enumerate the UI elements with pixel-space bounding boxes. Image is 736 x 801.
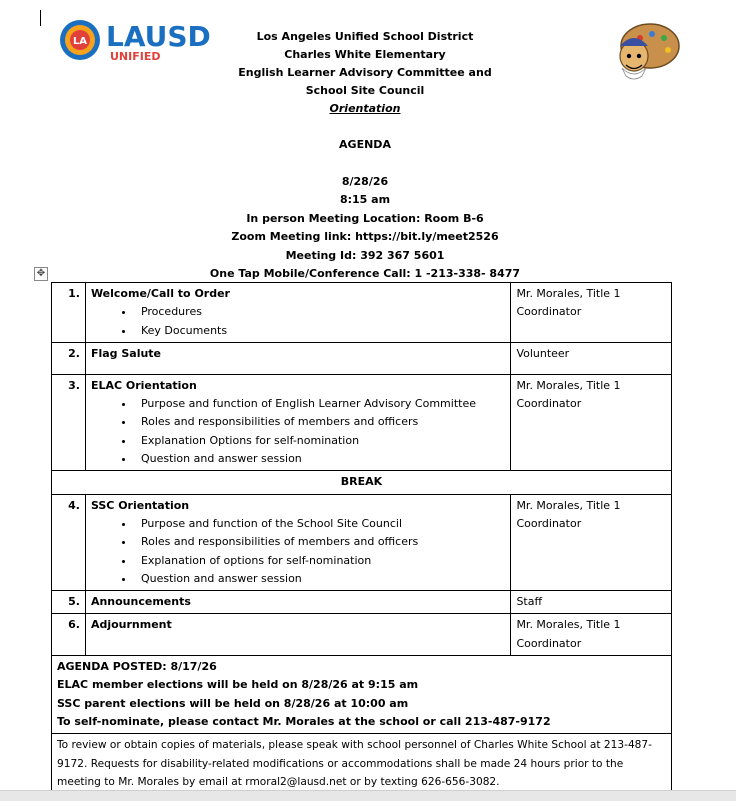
- list-item: • Roles and responsibilities of members and officers: [135, 533, 506, 551]
- item-presenter: Mr. Morales, Title 1 Coordinator: [511, 494, 672, 590]
- orientation-title: Orientation: [329, 102, 401, 115]
- item-presenter: Mr. Morales, Title 1 Coordinator: [511, 614, 672, 656]
- agenda-row: [52, 494, 672, 590]
- district-name: Los Angeles Unified School District: [256, 30, 474, 43]
- accommodations-note: To review or obtain copies of materials, please speak with school personnel of Charles White School at 213-487-9172. Requests for disability-related modifications or accommodations shall be made 24 hours prior to the meeting to Mr. Morales by email at rmoral2@lausd.net or by texting 626-656-3082.: [52, 734, 672, 794]
- council-name: School Site Council: [305, 84, 425, 97]
- list-item: • Purpose and function of English Learner Advisory Committee: [135, 395, 506, 413]
- list-item: • Procedures: [135, 303, 506, 321]
- break-label: BREAK: [52, 471, 672, 494]
- document-header: [200, 28, 530, 118]
- agenda-row: [52, 374, 672, 470]
- agenda-row: [52, 283, 672, 343]
- item-presenter: Mr. Morales, Title 1 Coordinator: [511, 374, 672, 470]
- item-title: Adjournment: [90, 618, 172, 632]
- item-title: Welcome/Call to Order: [90, 287, 230, 300]
- agenda-table: [51, 282, 672, 794]
- logo-seal-text: LA: [72, 36, 88, 47]
- list-item: • Explanation Options for self-nomination: [135, 432, 506, 450]
- item-presenter: Volunteer: [511, 342, 672, 374]
- item-number: 4.: [52, 494, 86, 590]
- page-bottom-bar: [0, 790, 736, 801]
- school-name: Charles White Elementary: [284, 48, 446, 61]
- item-number: 3.: [52, 374, 86, 470]
- list-item: • Purpose and function of the School Site Council: [135, 515, 506, 533]
- agenda-label: AGENDA: [339, 138, 391, 151]
- item-title: Announcements: [90, 595, 191, 609]
- list-item: • Key Documents: [135, 322, 506, 340]
- committee-name: English Learner Advisory Committee and: [238, 66, 492, 79]
- text-cursor: [40, 10, 41, 26]
- item-number: 5.: [52, 591, 86, 614]
- item-title: Flag Salute: [90, 346, 162, 360]
- agenda-posted: AGENDA POSTED: 8/17/26: [57, 660, 217, 674]
- zoom-link[interactable]: Zoom Meeting link: https://bit.ly/meet2526: [231, 230, 499, 243]
- posted-row: [52, 656, 672, 734]
- item-title: SSC Orientation: [90, 498, 190, 512]
- table-move-handle-icon[interactable]: ✥: [34, 267, 48, 281]
- logo-sub-text: UNIFIED: [110, 50, 161, 63]
- break-row: [52, 471, 672, 494]
- item-presenter: Mr. Morales, Title 1 Coordinator: [511, 283, 672, 343]
- note-row: [52, 734, 672, 794]
- meeting-id: Meeting Id: 392 367 5601: [285, 248, 445, 262]
- list-item: • Question and answer session: [135, 450, 506, 468]
- meeting-location: In person Meeting Location: Room B-6: [246, 211, 484, 225]
- mascot-painter-icon: [612, 16, 680, 84]
- one-tap-call: One Tap Mobile/Conference Call: 1 -213-338- 8477: [209, 267, 521, 280]
- list-item: • Roles and responsibilities of members and officers: [135, 413, 506, 431]
- meeting-info: [160, 136, 570, 284]
- item-number: 1.: [52, 283, 86, 343]
- agenda-row: [52, 342, 672, 374]
- agenda-row: [52, 614, 672, 656]
- ssc-elections: SSC parent elections will be held on 8/28/26 at 10:00 am: [57, 696, 409, 710]
- item-title: ELAC Orientation: [90, 378, 197, 392]
- item-number: 6.: [52, 614, 86, 656]
- list-item: • Question and answer session: [135, 570, 506, 588]
- item-number: 2.: [52, 342, 86, 374]
- item-presenter: Staff: [511, 591, 672, 614]
- elac-elections: ELAC member elections will be held on 8/28/26 at 9:15 am: [57, 678, 419, 692]
- meeting-time: 8:15 am: [339, 193, 391, 206]
- agenda-row: [52, 591, 672, 614]
- self-nominate-contact: To self-nominate, please contact Mr. Morales at the school or call 213-487-9172: [57, 714, 551, 728]
- list-item: • Explanation of options for self-nomination: [135, 552, 506, 570]
- logo-text: LAUSD: [106, 20, 211, 53]
- meeting-date: 8/28/26: [341, 174, 389, 188]
